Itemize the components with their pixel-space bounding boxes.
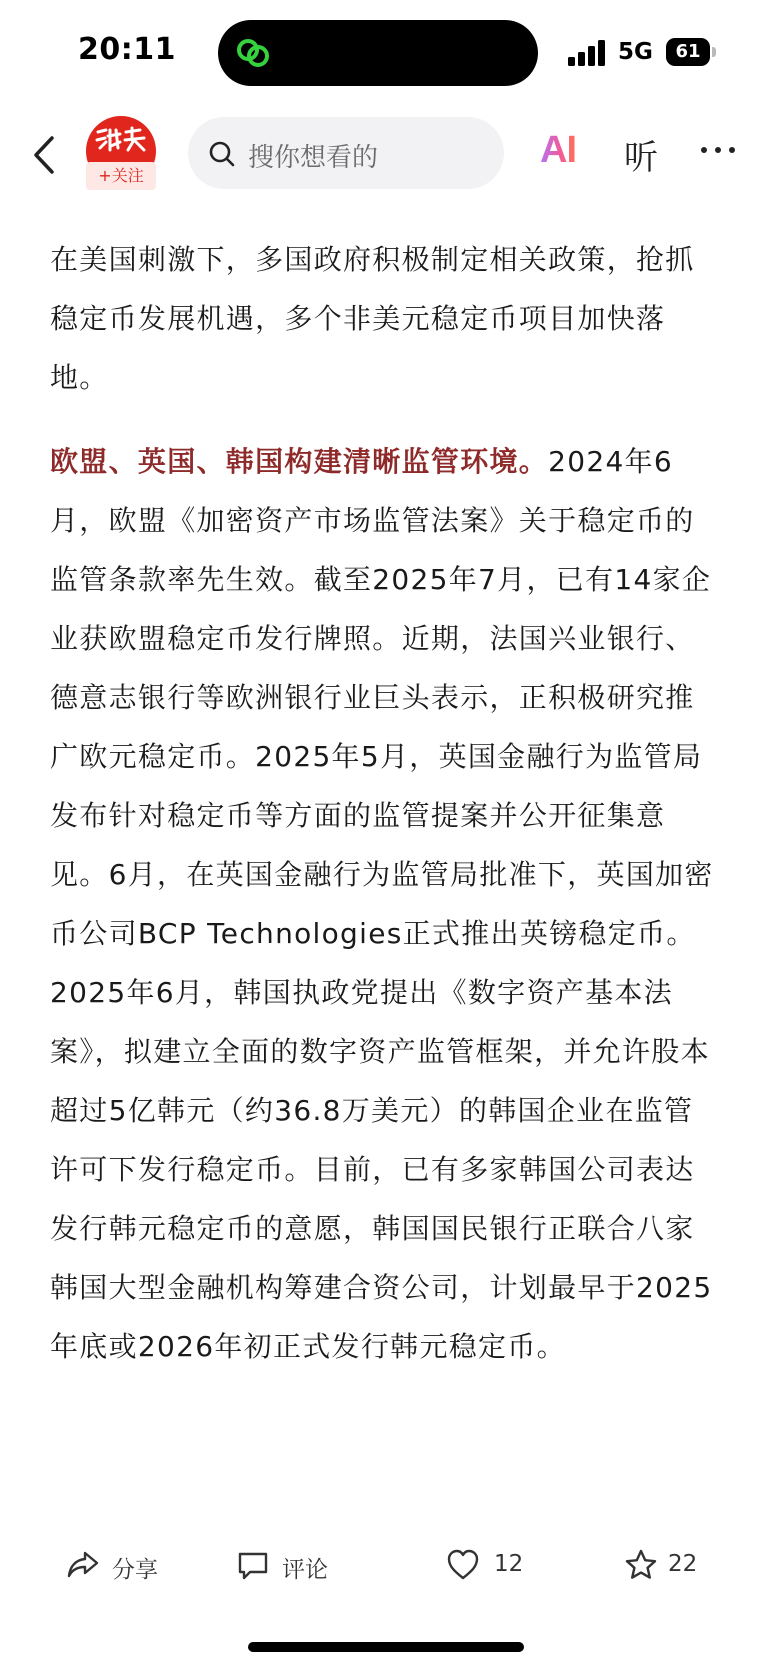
signal-icon bbox=[568, 40, 608, 66]
dynamic-island bbox=[218, 20, 538, 86]
like-count: 12 bbox=[494, 1551, 524, 1577]
share-button[interactable] bbox=[66, 1530, 186, 1600]
share-icon bbox=[66, 1548, 100, 1582]
like-button[interactable] bbox=[446, 1530, 546, 1600]
article-paragraph bbox=[50, 432, 720, 1376]
comment-button[interactable] bbox=[252, 1530, 372, 1600]
nav-bar bbox=[0, 110, 768, 200]
battery-cap bbox=[712, 47, 716, 57]
battery-icon bbox=[666, 38, 718, 66]
bottom-action-bar bbox=[0, 1530, 768, 1600]
article-body bbox=[0, 200, 768, 1530]
listen-button[interactable]: 听 bbox=[624, 138, 658, 178]
app-indicator-icon bbox=[234, 35, 272, 71]
search-input[interactable] bbox=[188, 117, 504, 189]
status-bar bbox=[0, 0, 768, 100]
comment-icon bbox=[236, 1548, 270, 1582]
more-icon[interactable] bbox=[698, 130, 738, 170]
status-time: 20:11 bbox=[78, 32, 176, 67]
paragraph-heading: 欧盟、英国、韩国构建清晰监管环境。 bbox=[50, 445, 549, 478]
heart-icon bbox=[446, 1548, 480, 1582]
article-paragraph: 在美国刺激下，多国政府积极制定相关政策，抢抓稳定币发展机遇，多个非美元稳定币项目加快落地。 bbox=[50, 243, 695, 394]
paragraph-text: 2024年6月，欧盟《加密资产市场监管法案》关于稳定币的监管条款率先生效。截至2025年7月，已有14家企业获欧盟稳定币发行牌照。近期，法国兴业银行、德意志银行等欧洲银行业巨头表示，正积极研究推广欧元稳定币。2025年5月，英国金融行为监管局发布针对稳定币等方面的监管提案并公开征集意见。6月，在英国金融行为监管局批准下，英国加密币公司BCP Technologies正式推出英镑稳定币。2025年6月，韩国执政党提出《数字资产基本法案》，拟建立全面的数字资产监管框架，并允许股本超过5亿韩元（约36.8万美元）的韩国企业在监管许可下发行稳定币。目前，已有多家韩国公司表达发行韩元稳定币的意愿，韩国国民银行正联合八家韩国大型金融机构筹建合资公司，计划最早于2025年底或2026年初正式发行韩元稳定币。 bbox=[50, 445, 714, 1363]
battery-level: 61 bbox=[666, 38, 710, 66]
search-placeholder: 搜你想看的 bbox=[248, 143, 379, 173]
network-type: 5G bbox=[618, 39, 653, 65]
comment-label: 评论 bbox=[282, 1557, 328, 1583]
chevron-left-icon[interactable] bbox=[26, 132, 66, 178]
favorite-count: 22 bbox=[668, 1551, 698, 1577]
follow-button[interactable]: +关注 bbox=[86, 162, 156, 190]
account-logo-mark bbox=[94, 126, 148, 154]
star-icon bbox=[624, 1548, 658, 1582]
favorite-button[interactable] bbox=[628, 1530, 728, 1600]
home-indicator bbox=[248, 1642, 524, 1652]
ai-button[interactable]: AI bbox=[540, 129, 576, 171]
share-label: 分享 bbox=[112, 1557, 158, 1583]
search-icon bbox=[208, 140, 236, 168]
